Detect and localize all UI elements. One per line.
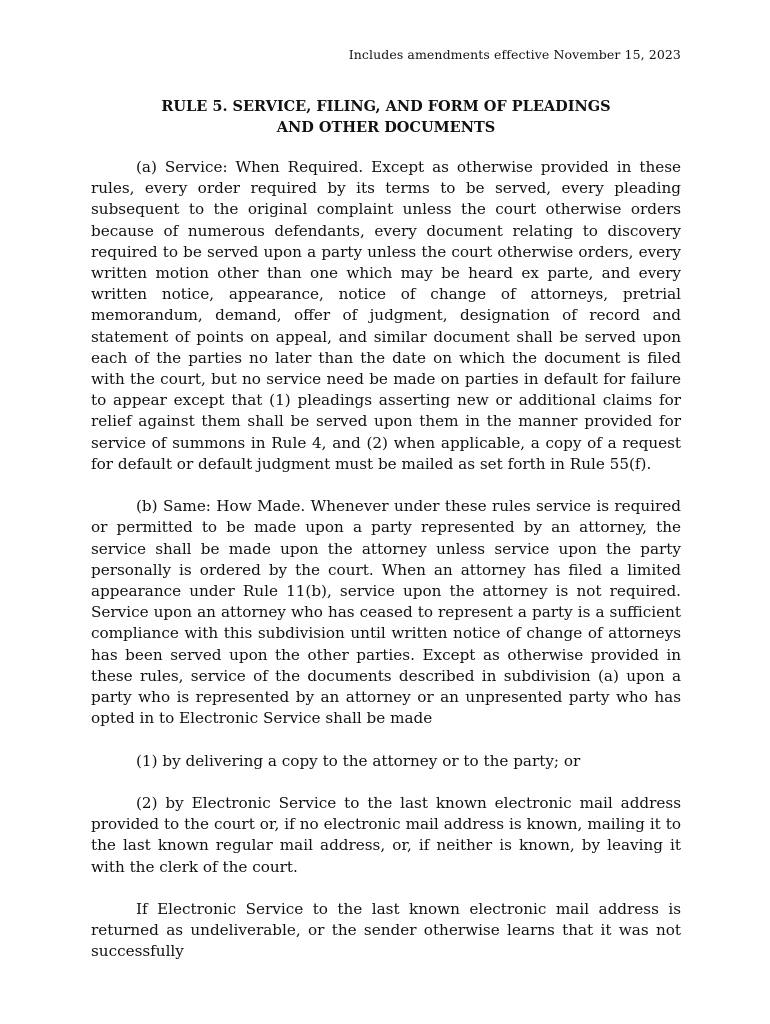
- paragraph-b-how-made: (b) Same: How Made. Whenever under these rules service is required or permitted to be made upon a party represented by an attorney, the service shall be made upon the attorney unless service upon the party personally is ordered by the court. When an attorney has filed a limited appearance under Rule 11(b), service upon the attorney is not required. Service upon an attorney who has ceased to represent a party is a sufficient compliance with this subdivision until written notice of change of attorneys has been served upon the other parties. Except as otherwise provided in these rules, service of the documents described in subdivision (a) upon a party who is represented by an attorney or an unpresented party who has opted in to Electronic Service shall be made: [91, 497, 681, 728]
- rule-title-line-2: AND OTHER DOCUMENTS: [276, 119, 496, 136]
- rule-title-line-1: RULE 5. SERVICE, FILING, AND FORM OF PLEADINGS: [161, 98, 611, 115]
- amendment-note: Includes amendments effective November 15, 2023: [348, 47, 681, 62]
- paragraph-a-service-when-required: (a) Service: When Required. Except as otherwise provided in these rules, every order required by its terms to be served, every pleading subsequent to the original complaint unless the court otherwise orders because of numerous defendants, every document relating to discovery required to be served upon a party unless the court otherwise orders, every written motion other than one which may be heard ex parte, and every written notice, appearance, notice of change of attorneys, pretrial memorandum, demand, offer of judgment, designation of record and statement of points on appeal, and similar document shall be served upon each of the parties no later than the date on which the document is filed with the court, but no service need be made on parties in default for failure to appear except that (1) pleadings asserting new or additional claims for relief against them shall be served upon them in the manner provided for service of summons in Rule 4, and (2) when applicable, a copy of a request for default or default judgment must be mailed as set forth in Rule 55(f).: [91, 158, 681, 473]
- rule-title: [91, 96, 681, 138]
- paragraph-b-2-electronic-service: (2) by Electronic Service to the last known electronic mail address provided to the court or, if no electronic mail address is known, mailing it to the last known regular mail address, or, if neither is known, by leaving it with the clerk of the court.: [91, 794, 681, 876]
- paragraph-undeliverable: If Electronic Service to the last known electronic mail address is returned as undeliverable, or the sender otherwise learns that it was not successfully: [91, 900, 681, 961]
- paragraph-b-1-delivery: (1) by delivering a copy to the attorney or to the party; or: [136, 751, 581, 770]
- rule-body: [91, 157, 681, 984]
